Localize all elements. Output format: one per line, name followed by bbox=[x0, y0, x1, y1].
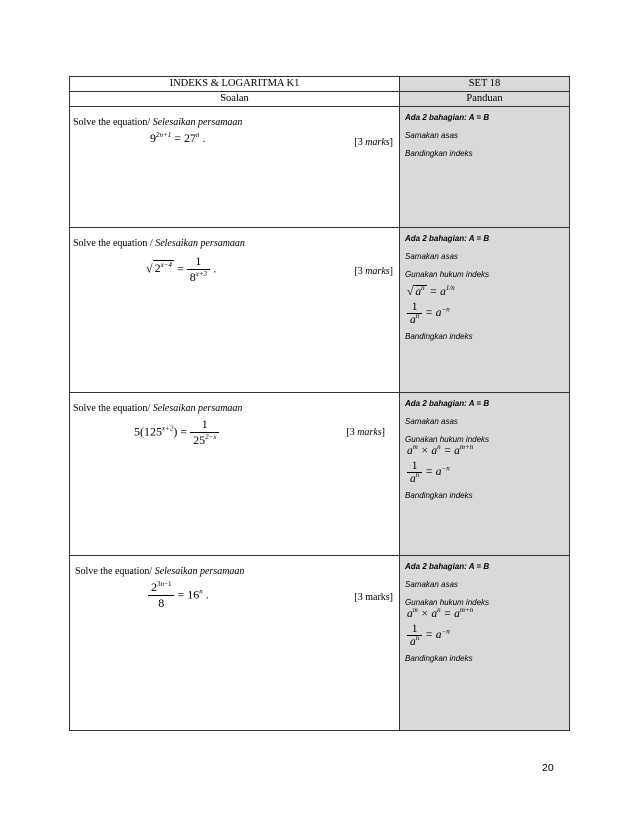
guide-step: Bandingkan indeks bbox=[405, 149, 473, 158]
header-row-title bbox=[70, 77, 570, 92]
guide-title: Ada 2 bahagian: A = B bbox=[405, 234, 490, 243]
marks-label: [3 marks] bbox=[354, 592, 393, 603]
header-row-columns bbox=[70, 92, 570, 107]
index-law-root: √ $a^n = a^{1/n}$ bbox=[407, 284, 455, 298]
guide-step: Bandingkan indeks bbox=[405, 332, 473, 341]
guide-step: Samakan asas bbox=[405, 252, 458, 261]
question-cell bbox=[70, 107, 399, 227]
equation: √ $2^{x-4}$ = $\frac{1}{8^{x+3}}$ . bbox=[146, 254, 217, 284]
set-label: SET 18 bbox=[400, 77, 570, 92]
guide-title: Ada 2 bahagian: A = B bbox=[405, 113, 490, 122]
worksheet-table bbox=[69, 76, 570, 731]
guide-cell bbox=[400, 393, 570, 556]
column-guide: Panduan bbox=[400, 92, 570, 107]
question-row-1 bbox=[70, 107, 570, 228]
guide-step: Gunakan hukum indeks bbox=[405, 598, 490, 607]
question-cell bbox=[70, 393, 399, 555]
marks-label: [3 marks] bbox=[354, 137, 393, 148]
index-law-reciprocal: $\frac{1}{a^n}$ = $a^{-n}$ bbox=[407, 623, 569, 648]
question-prompt: Solve the equation / Selesaikan persamaan bbox=[73, 238, 245, 249]
question-row-4 bbox=[70, 556, 570, 731]
question-cell bbox=[70, 556, 399, 730]
index-law-product: $a^m \times a^n = a^{m+n}$ bbox=[407, 606, 474, 620]
guide-cell bbox=[400, 556, 570, 731]
guide-step: Gunakan hukum indeks bbox=[405, 435, 490, 444]
marks-label: [3 marks] bbox=[346, 427, 385, 438]
sheet-title: INDEKS & LOGARITMA K1 bbox=[70, 77, 400, 92]
equation: $9^{2n+1} = 27^n$ . bbox=[150, 131, 206, 145]
marks-label: [3 marks] bbox=[354, 266, 393, 277]
index-law-product: $a^m \times a^n = a^{m+n}$ bbox=[407, 443, 474, 457]
question-prompt: Solve the equation/ Selesaikan persamaan bbox=[75, 566, 245, 577]
guide-step: Gunakan hukum indeks bbox=[405, 270, 490, 279]
question-row-3 bbox=[70, 393, 570, 556]
index-law-reciprocal: $\frac{1}{a^n}$ = $a^{-n}$ bbox=[407, 460, 569, 485]
equation: $\frac{2^{3n-1}}{8}$ = 16$^n$ . bbox=[148, 580, 209, 611]
equation: $5(125^{x+2})$ = $\frac{1}{25^{2-x}}$ bbox=[134, 417, 219, 448]
column-question: Soalan bbox=[70, 92, 400, 107]
question-prompt: Solve the equation/ Selesaikan persamaan bbox=[73, 403, 243, 414]
guide-cell bbox=[400, 228, 570, 393]
page-number: 20 bbox=[542, 762, 554, 774]
question-prompt: Solve the equation/ Selesaikan persamaan bbox=[73, 117, 243, 128]
guide-step: Samakan asas bbox=[405, 580, 458, 589]
guide-step: Bandingkan indeks bbox=[405, 654, 473, 663]
guide-step: Bandingkan indeks bbox=[405, 491, 473, 500]
guide-step: Samakan asas bbox=[405, 131, 458, 140]
question-cell bbox=[70, 228, 399, 392]
index-law-reciprocal: $\frac{1}{a^n}$ = $a^{-n}$ bbox=[407, 301, 569, 326]
question-row-2 bbox=[70, 228, 570, 393]
guide-step: Samakan asas bbox=[405, 417, 458, 426]
guide-title: Ada 2 bahagian: A = B bbox=[405, 562, 490, 571]
guide-cell bbox=[400, 107, 570, 228]
guide-title: Ada 2 bahagian: A = B bbox=[405, 399, 490, 408]
